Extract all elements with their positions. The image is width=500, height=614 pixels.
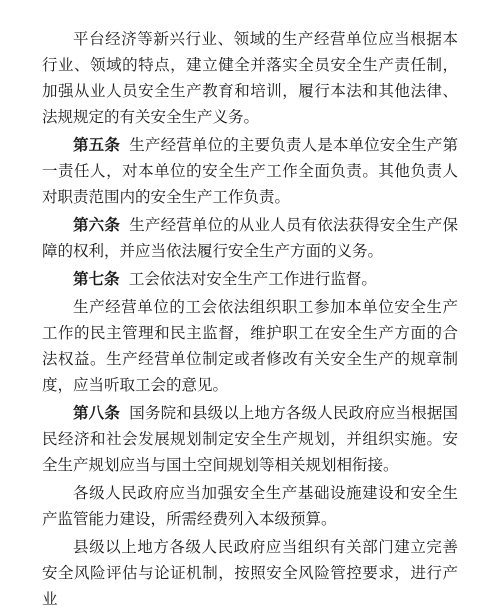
document-page: [42, 26, 458, 614]
paragraph-text: 平台经济等新兴行业、领域的生产经营单位应当根据本行业、领域的特点，建立健全并落实全员安全生产责任制，加强从业人员安全生产教育和培训，履行本法和其他法律、法规规定的有关安全生产义务。: [42, 30, 458, 126]
paragraph-text: 生产经营单位的主要负责人是本单位安全生产第一责任人，对本单位的安全生产工作全面负责。其他负责人对职责范围内的安全生产工作负责。: [42, 136, 458, 206]
article-7: [42, 266, 458, 292]
article-number: 第五条: [73, 136, 120, 154]
paragraph-text: 工会依法对安全生产工作进行监督。: [128, 270, 377, 288]
paragraph-text: 国务院和县级以上地方各级人民政府应当根据国民经济和社会发展规划制定安全生产规划，并组织实施。安全生产规划应当与国土空间规划等相关规划相衔接。: [42, 404, 458, 474]
paragraph-text: 生产经营单位的从业人员有依法获得安全生产保障的权利，并应当依法履行安全生产方面的义务。: [42, 216, 458, 260]
article-6: [42, 212, 458, 264]
paragraph-text: 生产经营单位的工会依法组织职工参加本单位安全生产工作的民主管理和民主监督，维护职工在安全生产方面的合法权益。生产经营单位制定或者修改有关安全生产的规章制度，应当听取工会的意见。: [42, 298, 458, 394]
article-8: [42, 400, 458, 478]
paragraph-text: 县级以上地方各级人民政府应当组织有关部门建立完善安全风险评估与论证机制，按照安全风险管控要求，进行产业: [42, 538, 458, 608]
article-number: 第七条: [73, 270, 120, 288]
paragraph-text: 各级人民政府应当加强安全生产基础设施建设和安全生产监管能力建设，所需经费列入本级预算。: [42, 484, 458, 528]
paragraph-7: [42, 480, 458, 532]
article-number: 第八条: [73, 404, 120, 422]
paragraph-8: [42, 534, 458, 612]
paragraph-5: [42, 294, 458, 398]
paragraph-1: [42, 26, 458, 130]
article-5: [42, 132, 458, 210]
article-number: 第六条: [73, 216, 120, 234]
